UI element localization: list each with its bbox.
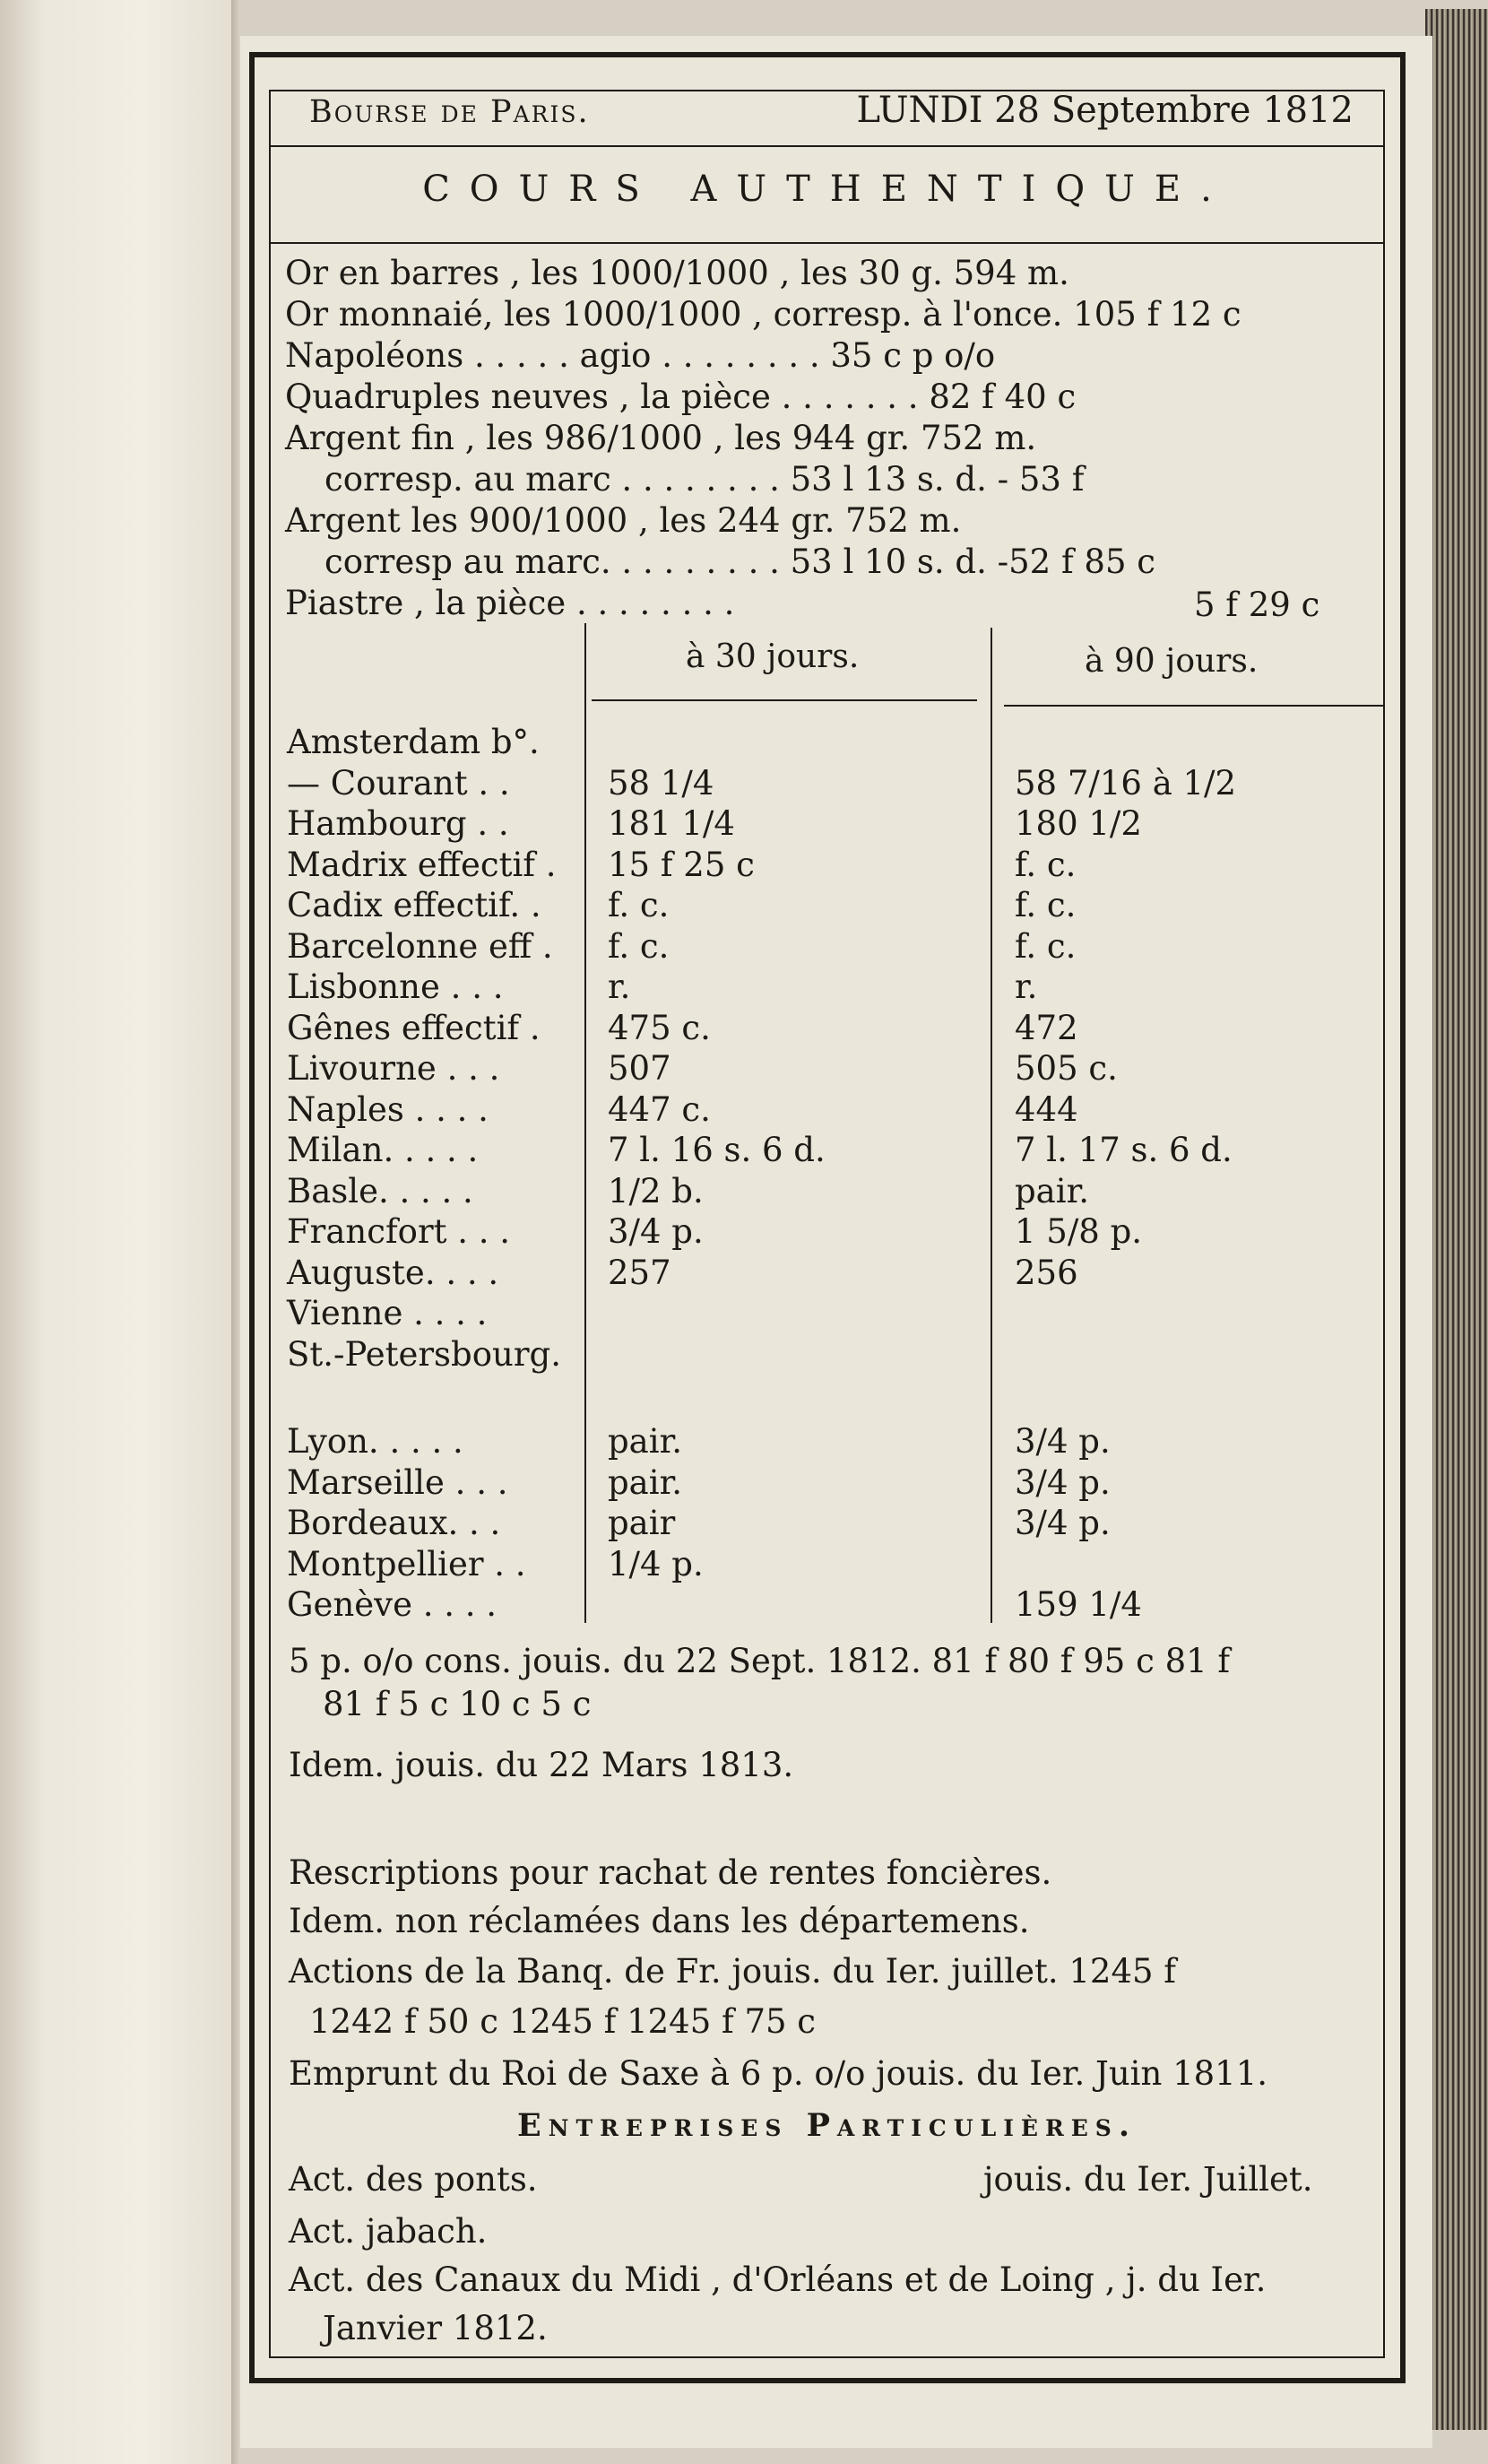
column-rule-left [584, 623, 586, 1623]
page-edges-right [1425, 9, 1488, 2430]
rate-90-days: pair. [1015, 1171, 1089, 1210]
exchange-place: St.-Petersbourg. [287, 1334, 561, 1374]
rate-90-days: 3/4 p. [1015, 1504, 1111, 1542]
rate-30-days: f. c. [608, 926, 670, 966]
rate-30-days: 475 c. [608, 1008, 711, 1047]
exchange-place: Lisbonne . . . [287, 967, 504, 1006]
metal-line: Argent fin , les 986/1000 , les 944 gr. 752 m. [285, 419, 1037, 457]
exchange-place: Naples . . . . [287, 1089, 489, 1129]
metal-line: Or en barres , les 1000/1000 , les 30 g. 594 m. [285, 254, 1069, 292]
enterprise-line: Janvier 1812. [323, 2309, 548, 2347]
domestic-place: Bordeaux. . . [287, 1504, 501, 1542]
column-rule-right [991, 628, 992, 1623]
metal-line: Or monnaié, les 1000/1000 , corresp. à l'once. 105 f 12 c [285, 295, 1241, 334]
exchange-place: — Courant . . [287, 763, 510, 803]
rate-30-days: pair. [608, 1422, 682, 1461]
exchange-place: Auguste. . . . [287, 1253, 499, 1292]
rate-90-days: 505 c. [1015, 1049, 1118, 1088]
exchange-place: Francfort . . . [287, 1212, 511, 1251]
funds-line: Rescriptions pour rachat de rentes foncières. [289, 1853, 1052, 1892]
rate-90-days: 58 7/16 à 1/2 [1015, 763, 1237, 803]
rate-30-days: 7 l. 16 s. 6 d. [608, 1131, 826, 1169]
page-title: COURS AUTHENTIQUE. [422, 169, 1232, 210]
funds-line: Idem. jouis. du 22 Mars 1813. [289, 1746, 794, 1784]
metal-line: Quadruples neuves , la pièce . . . . . . . 82 f 40 c [285, 377, 1077, 416]
rate-30-days: 1/4 p. [608, 1544, 704, 1583]
exchange-place: Gênes effectif . [287, 1008, 541, 1047]
rate-90-days: 472 [1015, 1008, 1078, 1047]
header-rule [269, 145, 1385, 147]
domestic-place: Marseille . . . [287, 1462, 508, 1502]
rate-30-days: r. [608, 967, 631, 1006]
book-binding-left [0, 0, 238, 2464]
funds-line: 81 f 5 c 10 c 5 c [323, 1685, 592, 1723]
rate-90-days: 444 [1015, 1089, 1078, 1129]
exchange-place: Hambourg . . [287, 804, 509, 843]
header-exchange-name: Bourse de Paris. [309, 94, 590, 130]
rate-90-days: f. c. [1015, 926, 1077, 966]
exchange-place: Cadix effectif. . [287, 886, 541, 924]
rate-30-days: 3/4 p. [608, 1212, 704, 1251]
metal-line: corresp au marc. . . . . . . . . 53 l 10 s. d. -52 f 85 c [324, 542, 1155, 581]
domestic-place: Genève . . . . [287, 1585, 497, 1624]
metal-line: Piastre , la pièce . . . . . . . . [285, 584, 735, 622]
rate-30-days: 1/2 b. [608, 1171, 704, 1210]
enterprise-line: jouis. du Ier. Juillet. [983, 2160, 1313, 2199]
exchange-place: Amsterdam b°. [287, 723, 540, 761]
rate-30-days: pair. [608, 1462, 682, 1502]
funds-line: 1242 f 50 c 1245 f 1245 f 75 c [309, 2002, 817, 2041]
rate-30-days: 257 [608, 1253, 671, 1292]
rate-90-days: 159 1/4 [1015, 1585, 1142, 1624]
column-header-30-days: à 30 jours. [686, 638, 860, 675]
rate-90-days: 7 l. 17 s. 6 d. [1015, 1131, 1233, 1169]
rate-90-days: 3/4 p. [1015, 1422, 1111, 1461]
funds-line: Actions de la Banq. de Fr. jouis. du Ier. juillet. 1245 f [289, 1952, 1177, 1991]
exchange-place: Vienne . . . . [287, 1294, 488, 1332]
enterprise-line: Act. des ponts. [289, 2160, 538, 2199]
title-rule [269, 242, 1385, 244]
rate-30-days: 447 c. [608, 1089, 711, 1129]
column-header-90-days: à 90 jours. [1085, 643, 1259, 680]
rate-90-days: 3/4 p. [1015, 1462, 1111, 1502]
metal-line: corresp. au marc . . . . . . . . 53 l 13 s. d. - 53 f [324, 460, 1085, 499]
rate-90-days: 180 1/2 [1015, 804, 1142, 843]
metal-line: 5 f 29 c [1194, 586, 1320, 624]
metal-line: Argent les 900/1000 , les 244 gr. 752 m. [285, 501, 962, 540]
rate-90-days: 256 [1015, 1253, 1078, 1292]
funds-line: Idem. non réclamées dans les départemens. [289, 1902, 1030, 1940]
exchange-place: Livourne . . . [287, 1049, 500, 1088]
binding-gutter [231, 0, 240, 2464]
exchange-place: Basle. . . . . [287, 1171, 473, 1210]
rate-90-days: 1 5/8 p. [1015, 1212, 1143, 1251]
exchange-place: Madrix effectif . [287, 845, 557, 884]
header-date: LUNDI 28 Septembre 1812 [856, 90, 1354, 131]
section-title-enterprises: Entreprises Particulières. [516, 2107, 1138, 2144]
funds-line: 5 p. o/o cons. jouis. du 22 Sept. 1812. 81 f 80 f 95 c 81 f [289, 1642, 1231, 1680]
rate-30-days: 15 f 25 c [608, 845, 755, 884]
rate-30-days: 181 1/4 [608, 804, 735, 843]
rate-90-days: f. c. [1015, 845, 1077, 884]
rate-30-days: 507 [608, 1049, 671, 1088]
column-header-rule-right [1004, 705, 1385, 707]
rate-90-days: r. [1015, 967, 1038, 1006]
enterprise-line: Act. jabach. [289, 2212, 488, 2251]
domestic-place: Montpellier . . [287, 1544, 526, 1583]
rate-30-days: pair [608, 1504, 676, 1542]
rate-90-days: f. c. [1015, 886, 1077, 924]
domestic-place: Lyon. . . . . [287, 1422, 463, 1461]
exchange-place: Barcelonne eff . [287, 926, 553, 966]
exchange-place: Milan. . . . . [287, 1131, 479, 1169]
metal-line: Napoléons . . . . . agio . . . . . . . . 35 c p o/o [285, 336, 996, 375]
rate-30-days: 58 1/4 [608, 763, 714, 803]
column-header-rule-left [592, 699, 977, 701]
enterprise-line: Act. des Canaux du Midi , d'Orléans et de Loing , j. du Ier. [289, 2260, 1267, 2299]
funds-line: Emprunt du Roi de Saxe à 6 p. o/o jouis. du Ier. Juin 1811. [289, 2054, 1268, 2093]
rate-30-days: f. c. [608, 886, 670, 924]
